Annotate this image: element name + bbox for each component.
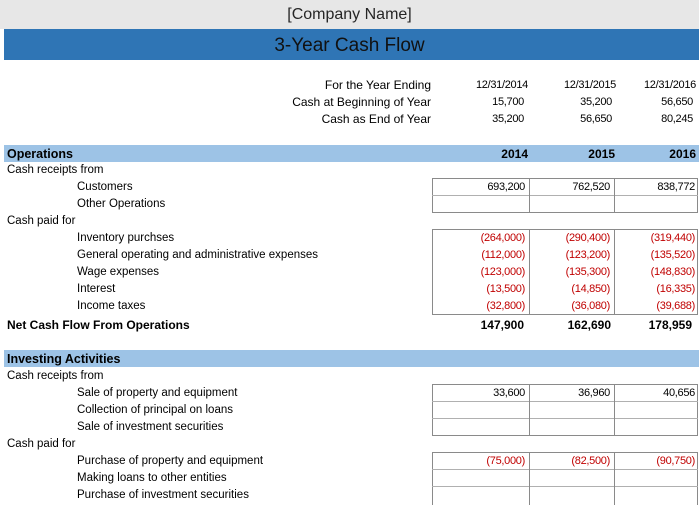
meta-begin-2016[interactable]: 56,650 (661, 96, 693, 108)
meta-begin-2014[interactable]: 15,700 (492, 96, 524, 108)
divider (432, 195, 698, 196)
cell-interest-2016[interactable]: (16,335) (656, 283, 695, 295)
cell-purchase-property-2015[interactable]: (82,500) (571, 455, 610, 467)
cell-interest-2015[interactable]: (14,850) (571, 283, 610, 295)
meta-label-year-ending: For the Year Ending (324, 78, 431, 92)
meta-end-2015[interactable]: 56,650 (580, 113, 612, 125)
cell-income-tax-2014[interactable]: (32,800) (486, 300, 525, 312)
divider (432, 469, 698, 470)
cell-inventory-2014[interactable]: (264,000) (480, 232, 525, 244)
inv-paid-label: Cash paid for (7, 438, 76, 450)
row-label-collection-principal: Collection of principal on loans (77, 404, 233, 416)
row-label-sale-investment: Sale of investment securities (77, 421, 224, 433)
meta-date-2016[interactable]: 12/31/2016 (643, 79, 696, 91)
investing-title: Investing Activities (7, 352, 121, 366)
cell-general-2014[interactable]: (112,000) (481, 249, 525, 261)
meta-date-2015[interactable]: 12/31/2015 (563, 79, 616, 91)
net-ops-2014[interactable]: 147,900 (480, 318, 524, 332)
net-ops-2015[interactable]: 162,690 (567, 318, 611, 332)
year-2015: 2015 (588, 147, 615, 161)
cell-wage-2016[interactable]: (148,830) (650, 266, 695, 278)
ops-receipts-label: Cash receipts from (7, 164, 104, 176)
row-label-wage: Wage expenses (77, 266, 160, 278)
row-label-purchase-property: Purchase of property and equipment (77, 455, 264, 467)
cell-wage-2015[interactable]: (135,300) (565, 266, 610, 278)
cell-customers-2016[interactable]: 838,772 (657, 181, 695, 193)
cell-customers-2015[interactable]: 762,520 (572, 181, 610, 193)
cell-sale-property-2015[interactable]: 36,960 (578, 387, 610, 399)
cell-purchase-property-2014[interactable]: (75,000) (486, 455, 525, 467)
divider (432, 486, 698, 487)
row-label-customers: Customers (77, 181, 133, 193)
meta-begin-2015[interactable]: 35,200 (580, 96, 612, 108)
cell-wage-2014[interactable]: (123,000) (480, 266, 525, 278)
meta-label-cash-end: Cash as End of Year (321, 112, 431, 126)
row-label-general-operating: General operating and administrative expenses (77, 249, 319, 261)
row-label-interest: Interest (77, 283, 116, 295)
ops-paid-label: Cash paid for (7, 215, 76, 227)
row-label-inventory: Inventory purchses (77, 232, 175, 244)
inv-receipts-label: Cash receipts from (7, 370, 104, 382)
cell-sale-property-2016[interactable]: 40,656 (663, 387, 695, 399)
cell-income-tax-2016[interactable]: (39,688) (656, 300, 695, 312)
row-label-sale-property: Sale of property and equipment (77, 387, 238, 399)
operations-title: Operations (7, 147, 73, 161)
cell-inventory-2016[interactable]: (319,440) (650, 232, 695, 244)
cell-interest-2014[interactable]: (13,500) (486, 283, 525, 295)
meta-label-cash-begin: Cash at Beginning of Year (292, 95, 431, 109)
cell-inventory-2015[interactable]: (290,400) (565, 232, 610, 244)
row-label-other-operations: Other Operations (77, 198, 166, 210)
year-2014: 2014 (501, 147, 528, 161)
row-label-making-loans: Making loans to other entities (77, 472, 227, 484)
cell-general-2015[interactable]: (123,200) (565, 249, 610, 261)
net-ops-2016[interactable]: 178,959 (648, 318, 692, 332)
divider (432, 401, 698, 402)
net-ops-label: Net Cash Flow From Operations (7, 318, 190, 332)
year-2016: 2016 (669, 147, 696, 161)
cell-general-2016[interactable]: (135,520) (650, 249, 695, 261)
row-label-income-taxes: Income taxes (77, 300, 146, 312)
divider (432, 418, 698, 419)
cell-income-tax-2015[interactable]: (36,080) (571, 300, 610, 312)
meta-date-2014[interactable]: 12/31/2014 (475, 79, 528, 91)
page-title[interactable]: 3-Year Cash Flow (274, 35, 425, 56)
meta-end-2016[interactable]: 80,245 (661, 113, 693, 125)
cell-customers-2014[interactable]: 693,200 (487, 181, 525, 193)
cell-purchase-property-2016[interactable]: (90,750) (656, 455, 695, 467)
cell-sale-property-2014[interactable]: 33,600 (493, 387, 525, 399)
row-label-purchase-investment: Purchase of investment securities (77, 489, 249, 501)
company-name[interactable]: [Company Name] (287, 6, 412, 23)
meta-end-2014[interactable]: 35,200 (492, 113, 524, 125)
